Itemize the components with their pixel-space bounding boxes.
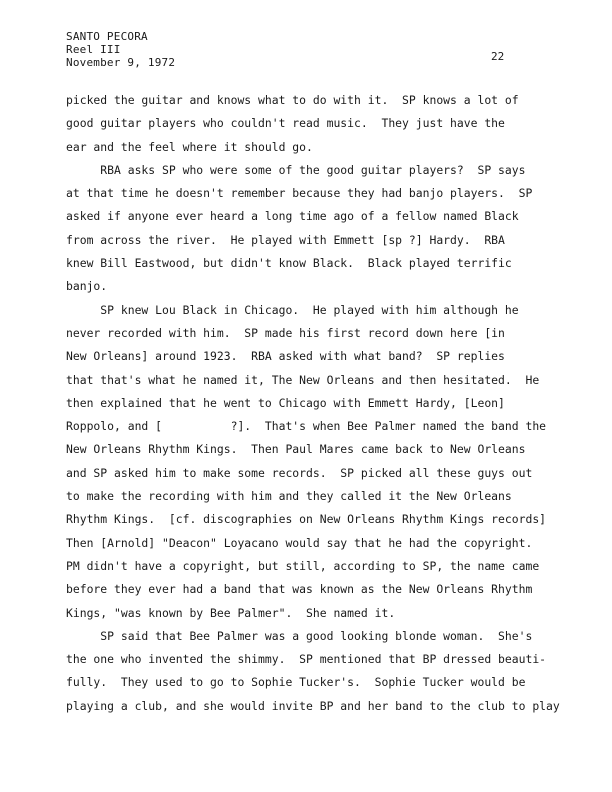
text-line: at that time he doesn't remember because they had banjo players. SP: [66, 186, 533, 201]
text-line: SP knew Lou Black in Chicago. He played with him although he: [66, 302, 519, 317]
text-line: knew Bill Eastwood, but didn't know Black. Black played terrific: [66, 256, 512, 271]
text-line: banjo.: [66, 279, 108, 294]
text-line: never recorded with him. SP made his first record down here [in: [66, 325, 505, 340]
reel-label: Reel III: [66, 43, 121, 56]
text-line: the one who invented the shimmy. SP mentioned that BP dressed beauti-: [66, 652, 547, 667]
text-line: to make the recording with him and they called it the New Orleans: [66, 489, 512, 504]
text-line: Then [Arnold] "Deacon" Loyacano would say that he had the copyright.: [66, 535, 533, 550]
text-line: SP said that Bee Palmer was a good looking blonde woman. She's: [66, 628, 533, 643]
text-line: ear and the feel where it should go.: [66, 139, 313, 154]
text-line: from across the river. He played with Emmett [sp ?] Hardy. RBA: [66, 232, 505, 247]
document-header: [66, 30, 175, 69]
text-line: PM didn't have a copyright, but still, according to SP, the name came: [66, 558, 540, 573]
transcript-body: [66, 89, 596, 718]
interview-date: November 9, 1972: [66, 56, 176, 69]
text-line: then explained that he went to Chicago with Emmett Hardy, [Leon]: [66, 395, 505, 410]
text-line: New Orleans] around 1923. RBA asked with what band? SP replies: [66, 349, 505, 364]
text-line: good guitar players who couldn't read music. They just have the: [66, 116, 505, 131]
text-line: before they ever had a band that was known as the New Orleans Rhythm: [66, 582, 533, 597]
text-line: Roppolo, and [ ?]. That's when Bee Palmer named the band the: [66, 419, 547, 434]
text-line: that that's what he named it, The New Orleans and then hesitated. He: [66, 372, 540, 387]
text-line: fully. They used to go to Sophie Tucker's. Sophie Tucker would be: [66, 675, 526, 690]
text-line: RBA asks SP who were some of the good guitar players? SP says: [66, 162, 526, 177]
interviewee-name: SANTO PECORA: [66, 30, 148, 43]
text-line: New Orleans Rhythm Kings. Then Paul Mares came back to New Orleans: [66, 442, 526, 457]
text-line: Kings, "was known by Bee Palmer". She named it.: [66, 605, 396, 620]
text-line: asked if anyone ever heard a long time ago of a fellow named Black: [66, 209, 519, 224]
text-line: Rhythm Kings. [cf. discographies on New Orleans Rhythm Kings records]: [66, 512, 547, 527]
text-line: picked the guitar and knows what to do with it. SP knows a lot of: [66, 93, 519, 107]
text-line: playing a club, and she would invite BP and her band to the club to play: [66, 698, 560, 713]
text-line: and SP asked him to make some records. SP picked all these guys out: [66, 465, 533, 480]
page-number: 22: [491, 50, 505, 63]
